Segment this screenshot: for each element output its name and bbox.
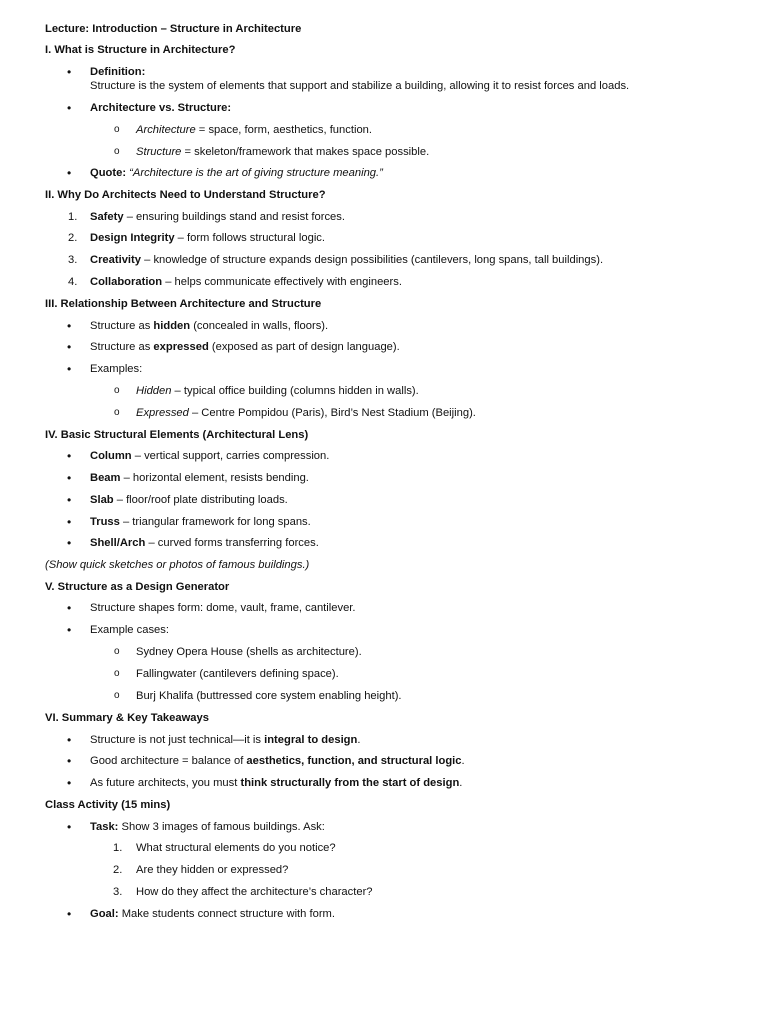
bullet-marker: • [67,449,72,463]
list-item: Truss – triangular framework for long spans. [90,516,311,528]
example-item: Hidden – typical office building (columns hidden in walls). [136,385,419,397]
bullet-marker: • [67,754,72,768]
section-3-heading: III. Relationship Between Architecture and Structure [45,298,322,310]
sub-bullet-marker: o [114,385,120,396]
sub-bullet-marker: o [114,646,120,657]
list-item: Structure as hidden (concealed in walls, floors). [90,320,329,332]
definition-text: Structure is the system of elements that support and stabilize a building, allowing it to resist forces and loads. [90,80,630,92]
goal-item: Goal: Make students connect structure with form. [90,908,335,920]
list-number: 2. [68,232,78,244]
vs-item: Architecture = space, form, aesthetics, function. [136,124,372,136]
bullet-marker: • [67,362,72,376]
quote: Quote: “Architecture is the art of giving structure meaning.” [90,167,383,179]
list-item: Collaboration – helps communicate effectively with engineers. [90,276,402,288]
list-item: Structure as expressed (exposed as part of design language). [90,341,400,353]
section-4-note: (Show quick sketches or photos of famous buildings.) [45,559,310,571]
list-item: As future architects, you must think structurally from the start of design. [90,777,463,789]
list-item: Creativity – knowledge of structure expands design possibilities (cantilevers, long spans, tall buildings). [90,254,604,266]
case-item: Burj Khalifa (buttressed core system enabling height). [136,690,402,702]
list-number: 2. [113,864,123,876]
bullet-marker: • [67,493,72,507]
section-5-heading: V. Structure as a Design Generator [45,581,230,593]
bullet-marker: • [67,319,72,333]
bullet-marker: • [67,907,72,921]
list-item: Shell/Arch – curved forms transferring forces. [90,537,319,549]
section-6-heading: VI. Summary & Key Takeaways [45,712,209,724]
document-title: Lecture: Introduction – Structure in Architecture [45,23,302,35]
bullet-marker: • [67,623,72,637]
list-item: Good architecture = balance of aesthetics, function, and structural logic. [90,755,465,767]
list-number: 3. [68,254,78,266]
bullet-marker: • [67,733,72,747]
sub-bullet-marker: o [114,668,120,679]
task-item: Task: Show 3 images of famous buildings. Ask: [90,821,325,833]
bullet-marker: • [67,776,72,790]
case-item: Fallingwater (cantilevers defining space). [136,668,339,680]
case-item: Sydney Opera House (shells as architecture). [136,646,362,658]
list-number: 1. [68,211,78,223]
sub-bullet-marker: o [114,146,120,157]
list-item: Structure shapes form: dome, vault, frame, cantilever. [90,602,356,614]
vs-item: Structure = skeleton/framework that makes space possible. [136,146,430,158]
sub-bullet-marker: o [114,690,120,701]
bullet-marker: • [67,601,72,615]
list-item: Beam – horizontal element, resists bending. [90,472,309,484]
list-number: 1. [113,842,123,854]
list-item: Column – vertical support, carries compression. [90,450,330,462]
bullet-marker: • [67,536,72,550]
examples-label: Examples: [90,363,143,375]
example-item: Expressed – Centre Pompidou (Paris), Bird’s Nest Stadium (Beijing). [136,407,476,419]
list-item: Design Integrity – form follows structural logic. [90,232,326,244]
section-4-heading: IV. Basic Structural Elements (Architectural Lens) [45,429,309,441]
question-item: What structural elements do you notice? [136,842,336,854]
bullet-marker: • [67,471,72,485]
bullet-marker: • [67,65,72,79]
arch-vs-structure-label: Architecture vs. Structure: [90,102,232,114]
bullet-marker: • [67,515,72,529]
definition-label: Definition: [90,66,146,78]
activity-heading: Class Activity (15 mins) [45,799,171,811]
sub-bullet-marker: o [114,407,120,418]
list-item: Structure is not just technical—it is integral to design. [90,734,361,746]
list-number: 4. [68,276,78,288]
bullet-marker: • [67,340,72,354]
list-number: 3. [113,886,123,898]
sub-bullet-marker: o [114,124,120,135]
list-item: Slab – floor/roof plate distributing loads. [90,494,288,506]
bullet-marker: • [67,166,72,180]
section-1-heading: I. What is Structure in Architecture? [45,44,236,56]
question-item: Are they hidden or expressed? [136,864,289,876]
list-item: Example cases: [90,624,169,636]
section-2-heading: II. Why Do Architects Need to Understand Structure? [45,189,326,201]
bullet-marker: • [67,101,72,115]
list-item: Safety – ensuring buildings stand and resist forces. [90,211,345,223]
bullet-marker: • [67,820,72,834]
question-item: How do they affect the architecture’s character? [136,886,373,898]
